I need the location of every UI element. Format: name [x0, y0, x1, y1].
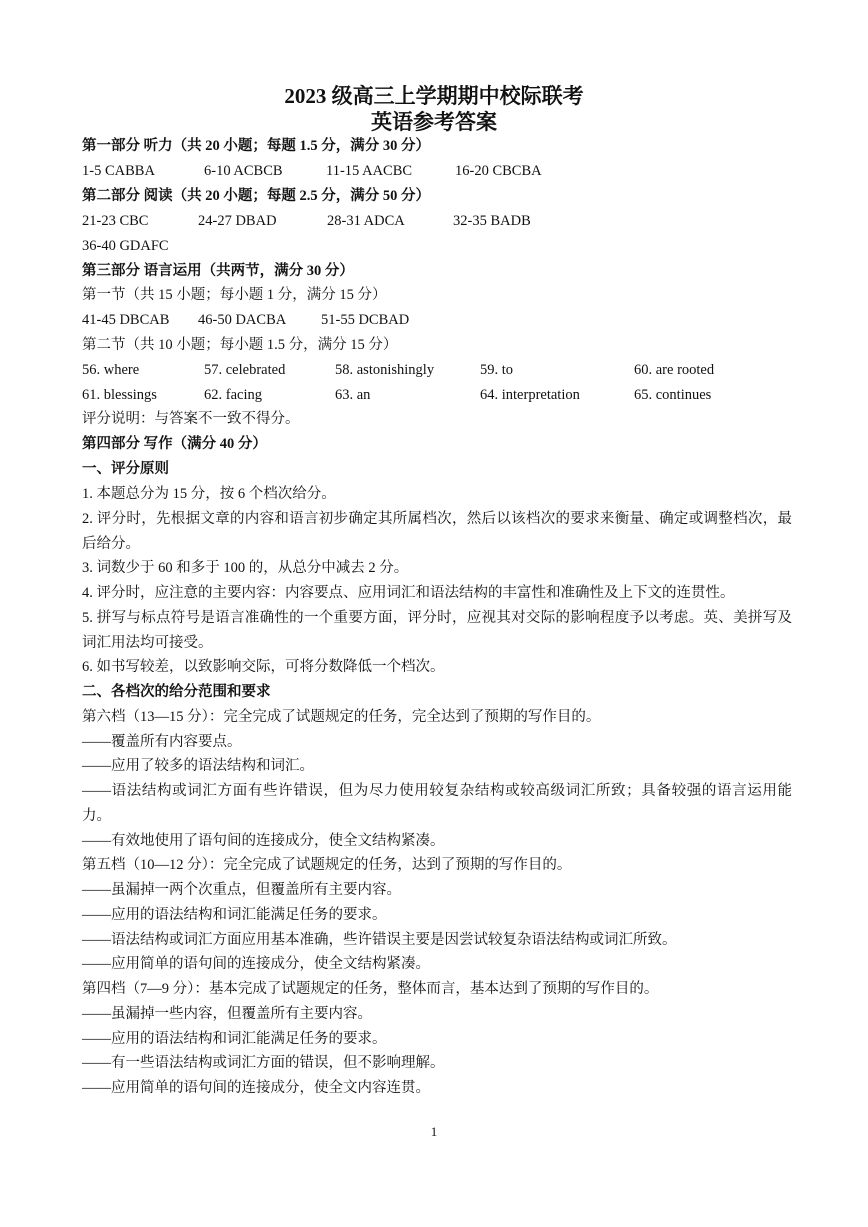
answer-item: 57. celebrated: [204, 362, 286, 378]
answer-group: 32-35 BADB: [453, 213, 531, 229]
answer-group: 51-55 DCBAD: [321, 312, 410, 328]
answer-item: 65. continues: [634, 387, 712, 403]
part2-answers: [82, 209, 792, 234]
level-6-point: ——语法结构或词汇方面有些许错误，但为尽力使用较复杂结构或较高级词汇所致；具备较强的语言运用能力。: [82, 783, 792, 824]
answer-item: 58. astonishingly: [335, 362, 435, 378]
principle-5: 5. 拼写与标点符号是语言准确性的一个重要方面，评分时，应视其对交际的影响程度予以考虑。英、美拼写及词汇用法均可接受。: [82, 610, 792, 651]
level-6-point: ——覆盖所有内容要点。: [82, 734, 242, 750]
answer-item: 61. blessings: [82, 387, 157, 403]
principle-6: 6. 如书写较差，以致影响交际，可将分数降低一个档次。: [82, 659, 445, 675]
part1-heading: 第一部分 听力（共 20 小题；每题 1.5 分，满分 30 分）: [82, 138, 430, 154]
level-5-point: ——虽漏掉一两个次重点，但覆盖所有主要内容。: [82, 882, 401, 898]
document-subtitle: 英语参考答案: [371, 110, 497, 134]
document-title: 2023 级高三上学期期中校际联考: [284, 84, 584, 108]
answer-group: 36-40 GDAFC: [82, 238, 169, 254]
part3-section1-answers: [82, 308, 792, 333]
part3-section2-row2: [82, 383, 792, 408]
principle-2: 2. 评分时，先根据文章的内容和语言初步确定其所属档次，然后以该档次的要求来衡量、确定或调整档次，最后给分。: [82, 511, 792, 552]
answer-group: 41-45 DBCAB: [82, 312, 170, 328]
part1-answers: [82, 159, 792, 184]
answer-group: 21-23 CBC: [82, 213, 149, 229]
answer-group: 1-5 CABBA: [82, 163, 155, 179]
part3-section2-row1: [82, 358, 792, 383]
principle-1: 1. 本题总分为 15 分，按 6 个档次给分。: [82, 486, 336, 502]
answer-item: 60. are rooted: [634, 362, 715, 378]
level-4-point: ——应用简单的语句间的连接成分，使全文内容连贯。: [82, 1080, 430, 1096]
level-4: 第四档（7—9 分）：基本完成了试题规定的任务，整体而言，基本达到了预期的写作目的。: [82, 981, 659, 997]
part4-heading: 第四部分 写作（满分 40 分）: [82, 436, 267, 452]
answer-item: 56. where: [82, 362, 140, 378]
answer-item: 59. to: [480, 362, 514, 378]
answer-item: 62. facing: [204, 387, 262, 403]
level-4-point: ——应用的语法结构和词汇能满足任务的要求。: [82, 1031, 387, 1047]
answer-group: 6-10 ACBCB: [204, 163, 283, 179]
answer-group: 24-27 DBAD: [198, 213, 277, 229]
scoring-note: 评分说明：与答案不一致不得分。: [82, 411, 300, 427]
page-number: 1: [430, 1124, 438, 1139]
answer-item: 63. an: [335, 387, 371, 403]
part3-heading: 第三部分 语言运用（共两节，满分 30 分）: [82, 263, 354, 279]
level-5-point: ——应用简单的语句间的连接成分，使全文结构紧凑。: [82, 956, 430, 972]
level-4-point: ——虽漏掉一些内容，但覆盖所有主要内容。: [82, 1006, 372, 1022]
level-6-point: ——有效地使用了语句间的连接成分，使全文结构紧凑。: [82, 833, 445, 849]
level-5-point: ——语法结构或词汇方面应用基本准确，些许错误主要是因尝试较复杂语法结构或词汇所致。: [82, 932, 677, 948]
level-5: 第五档（10—12 分）：完全完成了试题规定的任务，达到了预期的写作目的。: [82, 857, 572, 873]
level-4-point: ——有一些语法结构或词汇方面的错误，但不影响理解。: [82, 1055, 445, 1071]
level-6-point: ——应用了较多的语法结构和词汇。: [82, 758, 314, 774]
answer-group: 11-15 AACBC: [326, 163, 413, 179]
part3-section1-heading: 第一节（共 15 小题；每小题 1 分，满分 15 分）: [82, 287, 387, 303]
part2-heading: 第二部分 阅读（共 20 小题；每题 2.5 分，满分 50 分）: [82, 188, 430, 204]
level-5-point: ——应用的语法结构和词汇能满足任务的要求。: [82, 907, 387, 923]
answer-group: 28-31 ADCA: [327, 213, 405, 229]
levels-heading: 二、各档次的给分范围和要求: [82, 684, 271, 700]
part3-section2-heading: 第二节（共 10 小题；每小题 1.5 分，满分 15 分）: [82, 337, 398, 353]
answer-item: 64. interpretation: [480, 387, 580, 403]
principles-heading: 一、评分原则: [82, 461, 169, 477]
answer-group: 46-50 DACBA: [198, 312, 287, 328]
principle-4: 4. 评分时，应注意的主要内容：内容要点、应用词汇和语法结构的丰富性和准确性及上下文的连贯性。: [82, 585, 735, 601]
principle-3: 3. 词数少于 60 和多于 100 的，从总分中减去 2 分。: [82, 560, 409, 576]
level-6: 第六档（13—15 分）：完全完成了试题规定的任务，完全达到了预期的写作目的。: [82, 709, 601, 725]
answer-group: 16-20 CBCBA: [455, 163, 542, 179]
